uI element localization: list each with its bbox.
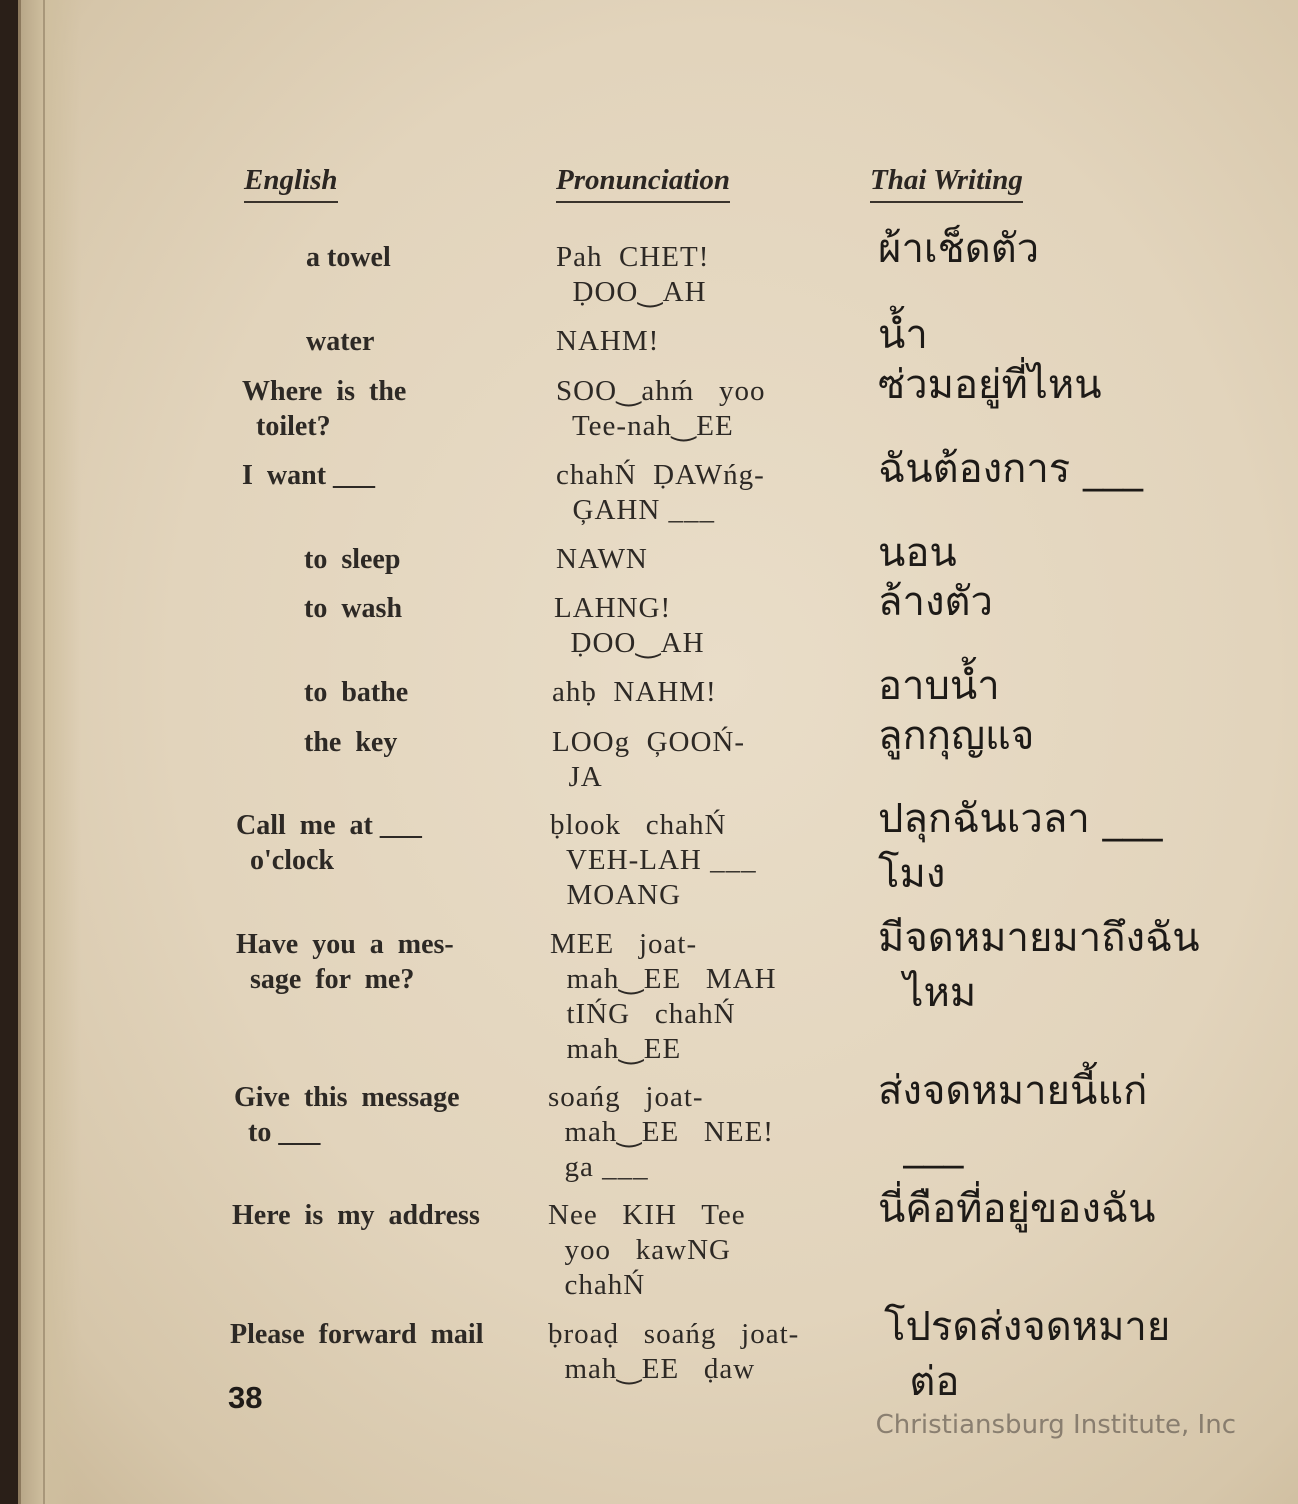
book-page — [18, 0, 1298, 1504]
phrase-pronunciation: ahḅ NAHM! — [552, 676, 717, 708]
phrase-english: Call me at ___ o'clock — [236, 810, 422, 876]
phrase-thai: มีจดหมายมาถึงฉัน ไหม — [878, 915, 1200, 1016]
phrase-thai: นอน — [878, 530, 957, 576]
phrase-english: Here is my address — [232, 1200, 480, 1231]
phrase-thai: อาบน้ำ — [878, 663, 1000, 709]
phrase-pronunciation: ḅroaḍ soańg joat- mah‿EE ḍaw — [548, 1318, 800, 1385]
phrase-english: Where is the toilet? — [242, 376, 407, 442]
phrase-english: the key — [304, 727, 398, 758]
phrase-english: Have you a mes- sage for me? — [236, 929, 454, 995]
page-binding-edge — [18, 0, 81, 1504]
column-header-pronunciation: Pronunciation — [556, 164, 730, 203]
phrase-thai: นี่คือที่อยู่ของฉัน — [878, 1186, 1156, 1232]
watermark: Christiansburg Institute, Inc — [875, 1410, 1236, 1440]
phrase-english: to bathe — [304, 677, 409, 708]
phrase-thai: โปรดส่งจดหมาย ต่อ — [884, 1304, 1171, 1405]
phrase-english: to wash — [304, 593, 403, 624]
column-header-english: English — [244, 164, 338, 203]
phrase-thai: ผ้าเช็ดตัว — [878, 226, 1040, 272]
phrase-pronunciation: ḅlook chahŃ VEH-LAH ___ MOANG — [550, 809, 757, 911]
phrase-thai: น้ำ — [878, 312, 928, 358]
phrase-english: a towel — [306, 242, 391, 273]
phrase-english: Give this message to ___ — [234, 1082, 460, 1148]
phrase-thai: ล้างตัว — [878, 579, 993, 625]
phrase-pronunciation: SOO‿ahḿ yoo Tee-nah‿EE — [556, 375, 766, 442]
page-number: 38 — [228, 1380, 263, 1415]
phrase-english: water — [306, 326, 375, 357]
phrase-pronunciation: NAHM! — [556, 325, 660, 357]
phrase-english: I want ___ — [242, 460, 376, 491]
phrase-pronunciation: LOOg ĢOOŃ- JA — [552, 726, 746, 793]
phrase-thai: ส่งจดหมายนี้แก่ ___ — [878, 1068, 1148, 1169]
phrase-pronunciation: LAHNG! ḌOO‿AH — [554, 592, 705, 659]
phrase-thai: ปลุกฉันเวลา ___ โมง — [878, 796, 1163, 897]
phrase-pronunciation: soańg joat- mah‿EE NEE! ga ___ — [548, 1081, 774, 1183]
phrase-pronunciation: NAWN — [556, 543, 648, 575]
phrase-thai: ซ่วมอยู่ที่ไหน — [878, 362, 1102, 408]
phrase-english: to sleep — [304, 544, 401, 575]
phrase-pronunciation: MEE joat- mah‿EE MAH tIŃG chahŃ mah‿EE — [550, 928, 777, 1065]
phrase-english: Please forward mail — [230, 1319, 484, 1350]
column-header-thai: Thai Writing — [870, 164, 1023, 203]
phrase-thai: ฉันต้องการ ___ — [878, 446, 1143, 492]
phrase-pronunciation: Pah CHET! ḌOO‿AH — [556, 241, 710, 308]
phrase-pronunciation: chahŃ ḌAWńg- ĢAHN ___ — [556, 459, 765, 526]
phrase-pronunciation: Nee KIH Tee yoo kawNG chahŃ — [548, 1199, 746, 1301]
phrase-thai: ลูกกุญแจ — [878, 713, 1035, 759]
